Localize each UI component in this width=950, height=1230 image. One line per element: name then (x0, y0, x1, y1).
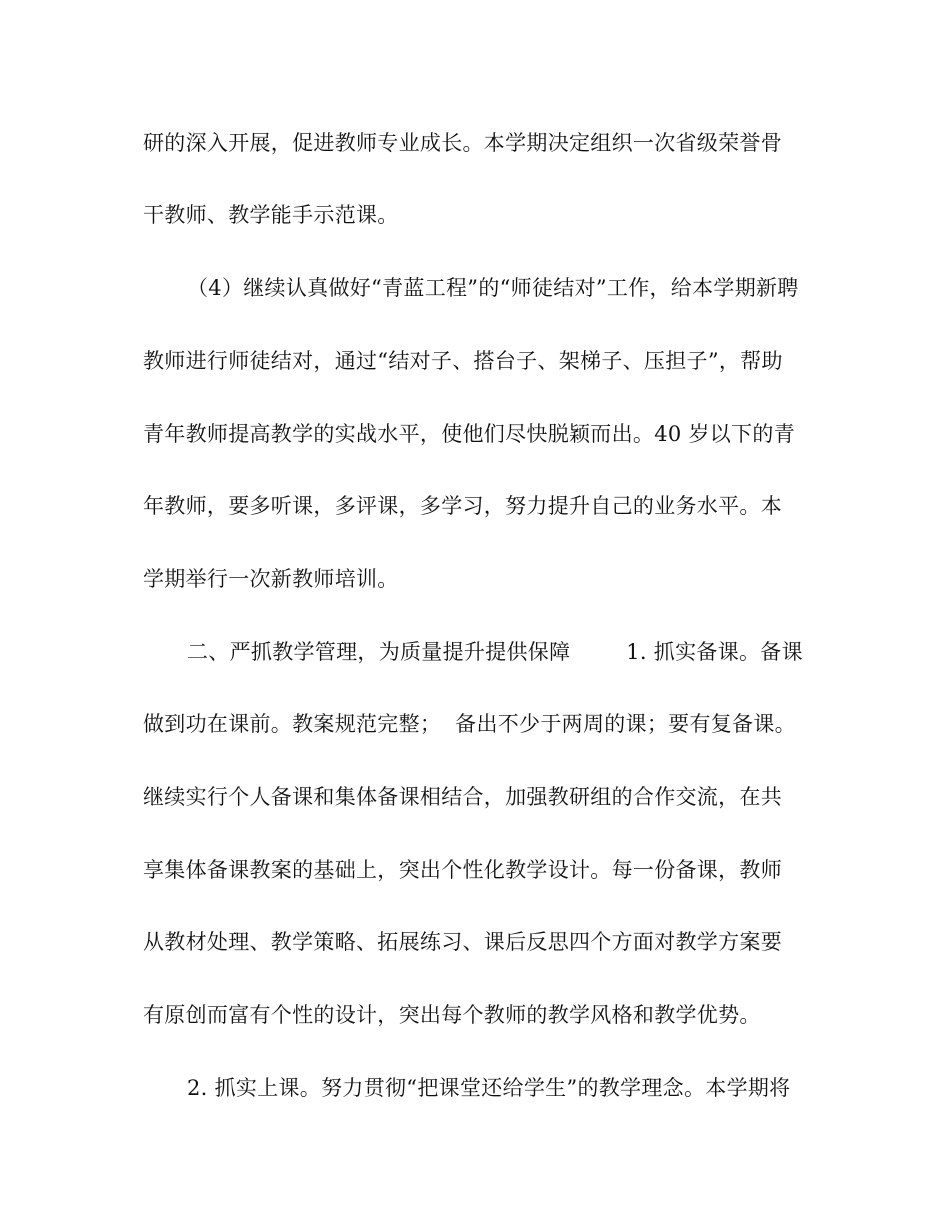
text-line: 青年教师提高教学的实战水平，使他们尽快脱颖而出。40 岁以下的青 (143, 422, 795, 446)
text-line: 有原创而富有个性的设计，突出每个教师的教学风格和教学优势。 (143, 1003, 761, 1027)
text-line: 做到功在课前。教案规范完整； 备出不少于两周的课；要有复备课。 (143, 712, 796, 736)
text-line: 学期举行一次新教师培训。 (143, 567, 399, 591)
text-line: 从教材处理、教学策略、拓展练习、课后反思四个方面对教学方案要 (143, 930, 782, 954)
text-line: 年教师，要多听课，多评课，多学习，努力提升自己的业务水平。本 (143, 494, 782, 518)
paragraph-start-line: 2. 抓实上课。努力贯彻“把课堂还给学生”的教学理念。本学期将 (187, 1076, 791, 1100)
text-line: 享集体备课教案的基础上，突出个性化教学设计。每一份备课，教师 (143, 858, 782, 882)
text-line: 继续实行个人备课和集体备课相结合，加强教研组的合作交流，在共 (143, 785, 782, 809)
text-line: 干教师、教学能手示范课。 (143, 203, 399, 227)
text-line: 教师进行师徒结对，通过“结对子、搭台子、架梯子、压担子”，帮助 (143, 349, 783, 373)
paragraph-start-line: （4）继续认真做好“青蓝工程”的“师徒结对”工作，给本学期新聘 (187, 276, 799, 300)
text-line: 研的深入开展，促进教师专业成长。本学期决定组织一次省级荣誉骨 (143, 131, 782, 155)
section-heading-line: 二、严抓教学管理，为质量提升提供保障 1. 抓实备课。备课 (187, 640, 803, 664)
